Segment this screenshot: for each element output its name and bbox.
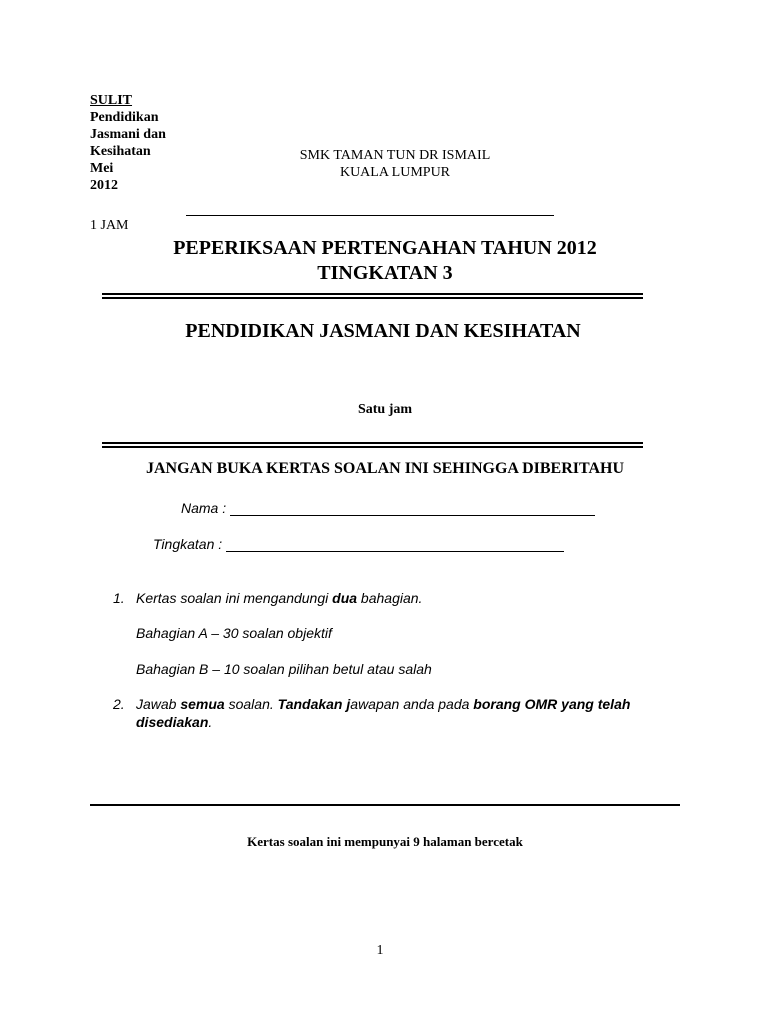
section-b-info: Bahagian B – 10 soalan pilihan betul atau salah	[136, 661, 432, 677]
class-field	[153, 536, 564, 552]
page-count-note: Kertas soalan ini mempunyai 9 halaman bercetak	[247, 834, 523, 849]
subject-line: Kesihatan	[90, 144, 151, 159]
name-field	[181, 500, 595, 516]
instruction-emphasis: Tandakan j	[277, 696, 351, 712]
year-line: 2012	[90, 178, 118, 193]
instruction-text: .	[208, 714, 213, 730]
section-a-info: Bahagian A – 30 soalan objektif	[136, 625, 332, 641]
instruction-emphasis: semua	[180, 696, 225, 712]
confidential-label: SULIT	[90, 93, 133, 108]
duration-short: 1 JAM	[90, 218, 129, 233]
school-name: SMK TAMAN TUN DR ISMAIL	[299, 148, 491, 163]
instruction-text: awapan anda pada	[350, 696, 474, 712]
instruction-item-2	[113, 695, 673, 731]
subject-line: Pendidikan	[90, 110, 159, 125]
instruction-number: 2.	[113, 696, 125, 712]
exam-title-line2: TINGKATAN 3	[317, 262, 453, 284]
name-line[interactable]	[230, 502, 595, 516]
instruction-text: Kertas soalan ini mengandungi	[136, 590, 333, 606]
subject-line: Jasmani dan	[90, 127, 166, 142]
instruction-number: 1.	[113, 590, 125, 606]
footer-divider	[90, 804, 680, 806]
name-label: Nama :	[181, 500, 227, 516]
instruction-emphasis: borang OMR yang telah disediakan	[136, 696, 631, 730]
instruction-text: soalan.	[224, 696, 278, 712]
instruction-item-1	[113, 589, 673, 607]
class-line[interactable]	[226, 538, 564, 552]
instruction-text: Jawab	[136, 696, 181, 712]
duration-long: Satu jam	[357, 402, 413, 417]
month-line: Mei	[90, 161, 114, 176]
subject-title: PENDIDIKAN JASMANI DAN KESIHATAN	[185, 320, 581, 342]
instruction-text: bahagian.	[357, 590, 423, 606]
warning-notice: JANGAN BUKA KERTAS SOALAN INI SEHINGGA DIBERITAHU	[145, 460, 625, 477]
class-label: Tingkatan :	[153, 536, 223, 552]
exam-title	[160, 236, 610, 286]
page-number: 1	[376, 943, 384, 958]
double-divider	[102, 442, 643, 448]
exam-title-line1: PEPERIKSAAN PERTENGAHAN TAHUN 2012	[173, 237, 597, 259]
school-block	[240, 147, 550, 181]
header-left-block	[90, 92, 240, 194]
school-divider	[186, 215, 554, 216]
instruction-emphasis: dua	[332, 590, 358, 606]
double-divider	[102, 293, 643, 299]
school-location: KUALA LUMPUR	[339, 165, 451, 180]
